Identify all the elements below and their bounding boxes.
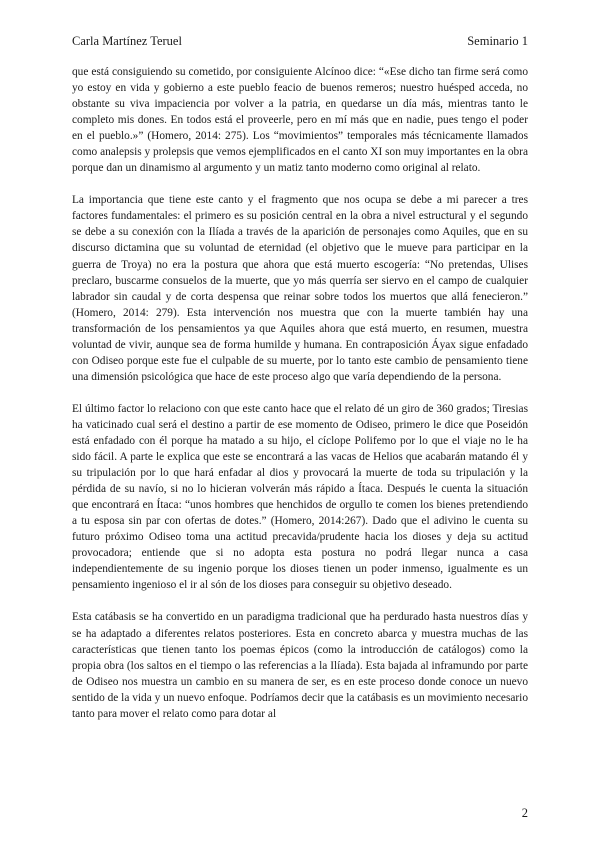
paragraph: Esta catábasis se ha convertido en un paradigma tradicional que ha perdurado hasta nuestros días y se ha adaptado a diferentes relatos posteriores. Esta en concreto abarca y muestra muchas de las características que tienen tanto los poemas épicos (como la introducción de catálogos) como la propia obra (los saltos en el tiempo o las referencias a la Ilíada). Esta bajada al inframundo por parte de Odiseo nos muestra un cambio en su manera de ser, es en este proceso donde conoce un nuevo sentido de la vida y un nuevo enfoque. Podríamos decir que la catábasis es un movimiento necesario tanto para mover el relato como para dotar al [72,611,528,720]
page-header [72,34,528,49]
document-body [72,64,528,738]
header-author: Carla Martínez Teruel [72,34,182,48]
header-course: Seminario 1 [467,34,528,48]
page-number: 2 [521,806,528,820]
paragraph: que está consiguiendo su cometido, por consiguiente Alcínoo dice: “«Ese dicho tan firme será como yo estoy en vida y gobierno a este pueblo feacio de buenos remeros; nuestro huésped acceda, no obstante su viva impaciencia por volver a la patria, en quedarse un día más, mientras tanto le completo mis dones. En todos está el proveerle, pero en mí más que en nadie, pues tengo el poder en el pueblo.»” (Homero, 2014: 275). Los “movimientos” temporales más técnicamente llamados como analepsis y prolepsis que vemos ejemplificados en el canto XI son muy importantes en la obra porque dan un dinamismo al argumento y un matiz tanto moderno como original al relato. [72,66,528,175]
paragraph: El último factor lo relaciono con que este canto hace que el relato dé un giro de 360 grados; Tiresias ha vaticinado cual será el destino a partir de ese momento de Odiseo, primero le dice que Poseidón está enfadado con él porque ha matado a su hijo, el cíclope Polifemo por lo que el viaje no le ha sido fácil. A parte le explica que este se encontrará a las vacas de Helios que acabarán matando él y su tripulación por lo que hará enfadar al dios y provocará la muerte de toda su tripulación y la pérdida de su navío, si no lo hicieran volverán más rápido a Ítaca. Después le cuenta la situación que encontrará en Ítaca: “unos hombres que henchidos de orgullo te comen los bienes pretendiendo a tu esposa sin par con ofertas de dotes.” (Homero, 2014:267). Dado que el adivino le cuenta su futuro próximo Odiseo toma una actitud precavida/prudente hacia los dioses y deja su actitud provocadora; entiende que si no adopta esta postura no podrá llegar nunca a casa independientemente de su ingenio porque los dioses tienen un poder inmenso, igualmente es un pensamiento ingenioso el ir al són de los dioses para conseguir su objetivo deseado. [72,402,528,592]
paragraph: La importancia que tiene este canto y el fragmento que nos ocupa se debe a mi parecer a tres factores fundamentales: el primero es su posición central en la obra a nivel estructural y el segundo se debe a su conexión con la Ilíada a través de la aparición de personajes como Aquiles, que en su discurso dictamina que su voluntad de eternidad (el objetivo que le mueve para participar en la guerra de Troya) no era la postura que ahora que está muerto escogería: “No pretendas, Ulises preclaro, buscarme consuelos de la muerte, que yo más querría ser siervo en el campo de cualquier labrador sin caudal y de corta despensa que reinar sobre todos los muertos que allá fenecieron.” (Homero, 2014: 279). Esta intervención nos muestra que con la muerte también hay una transformación de los pensamientos ya que Aquiles ahora que está muerto, en resumen, muestra voluntad de vivir, aunque sea de forma humilde y humana. En contraposición Áyax sigue enfadado con Odiseo porque este fue el culpable de su muerte, por lo tanto este cambio de pensamiento tiene una dimensión psicológica que hace de este proceso algo que varía dependiendo de la persona. [72,194,528,383]
